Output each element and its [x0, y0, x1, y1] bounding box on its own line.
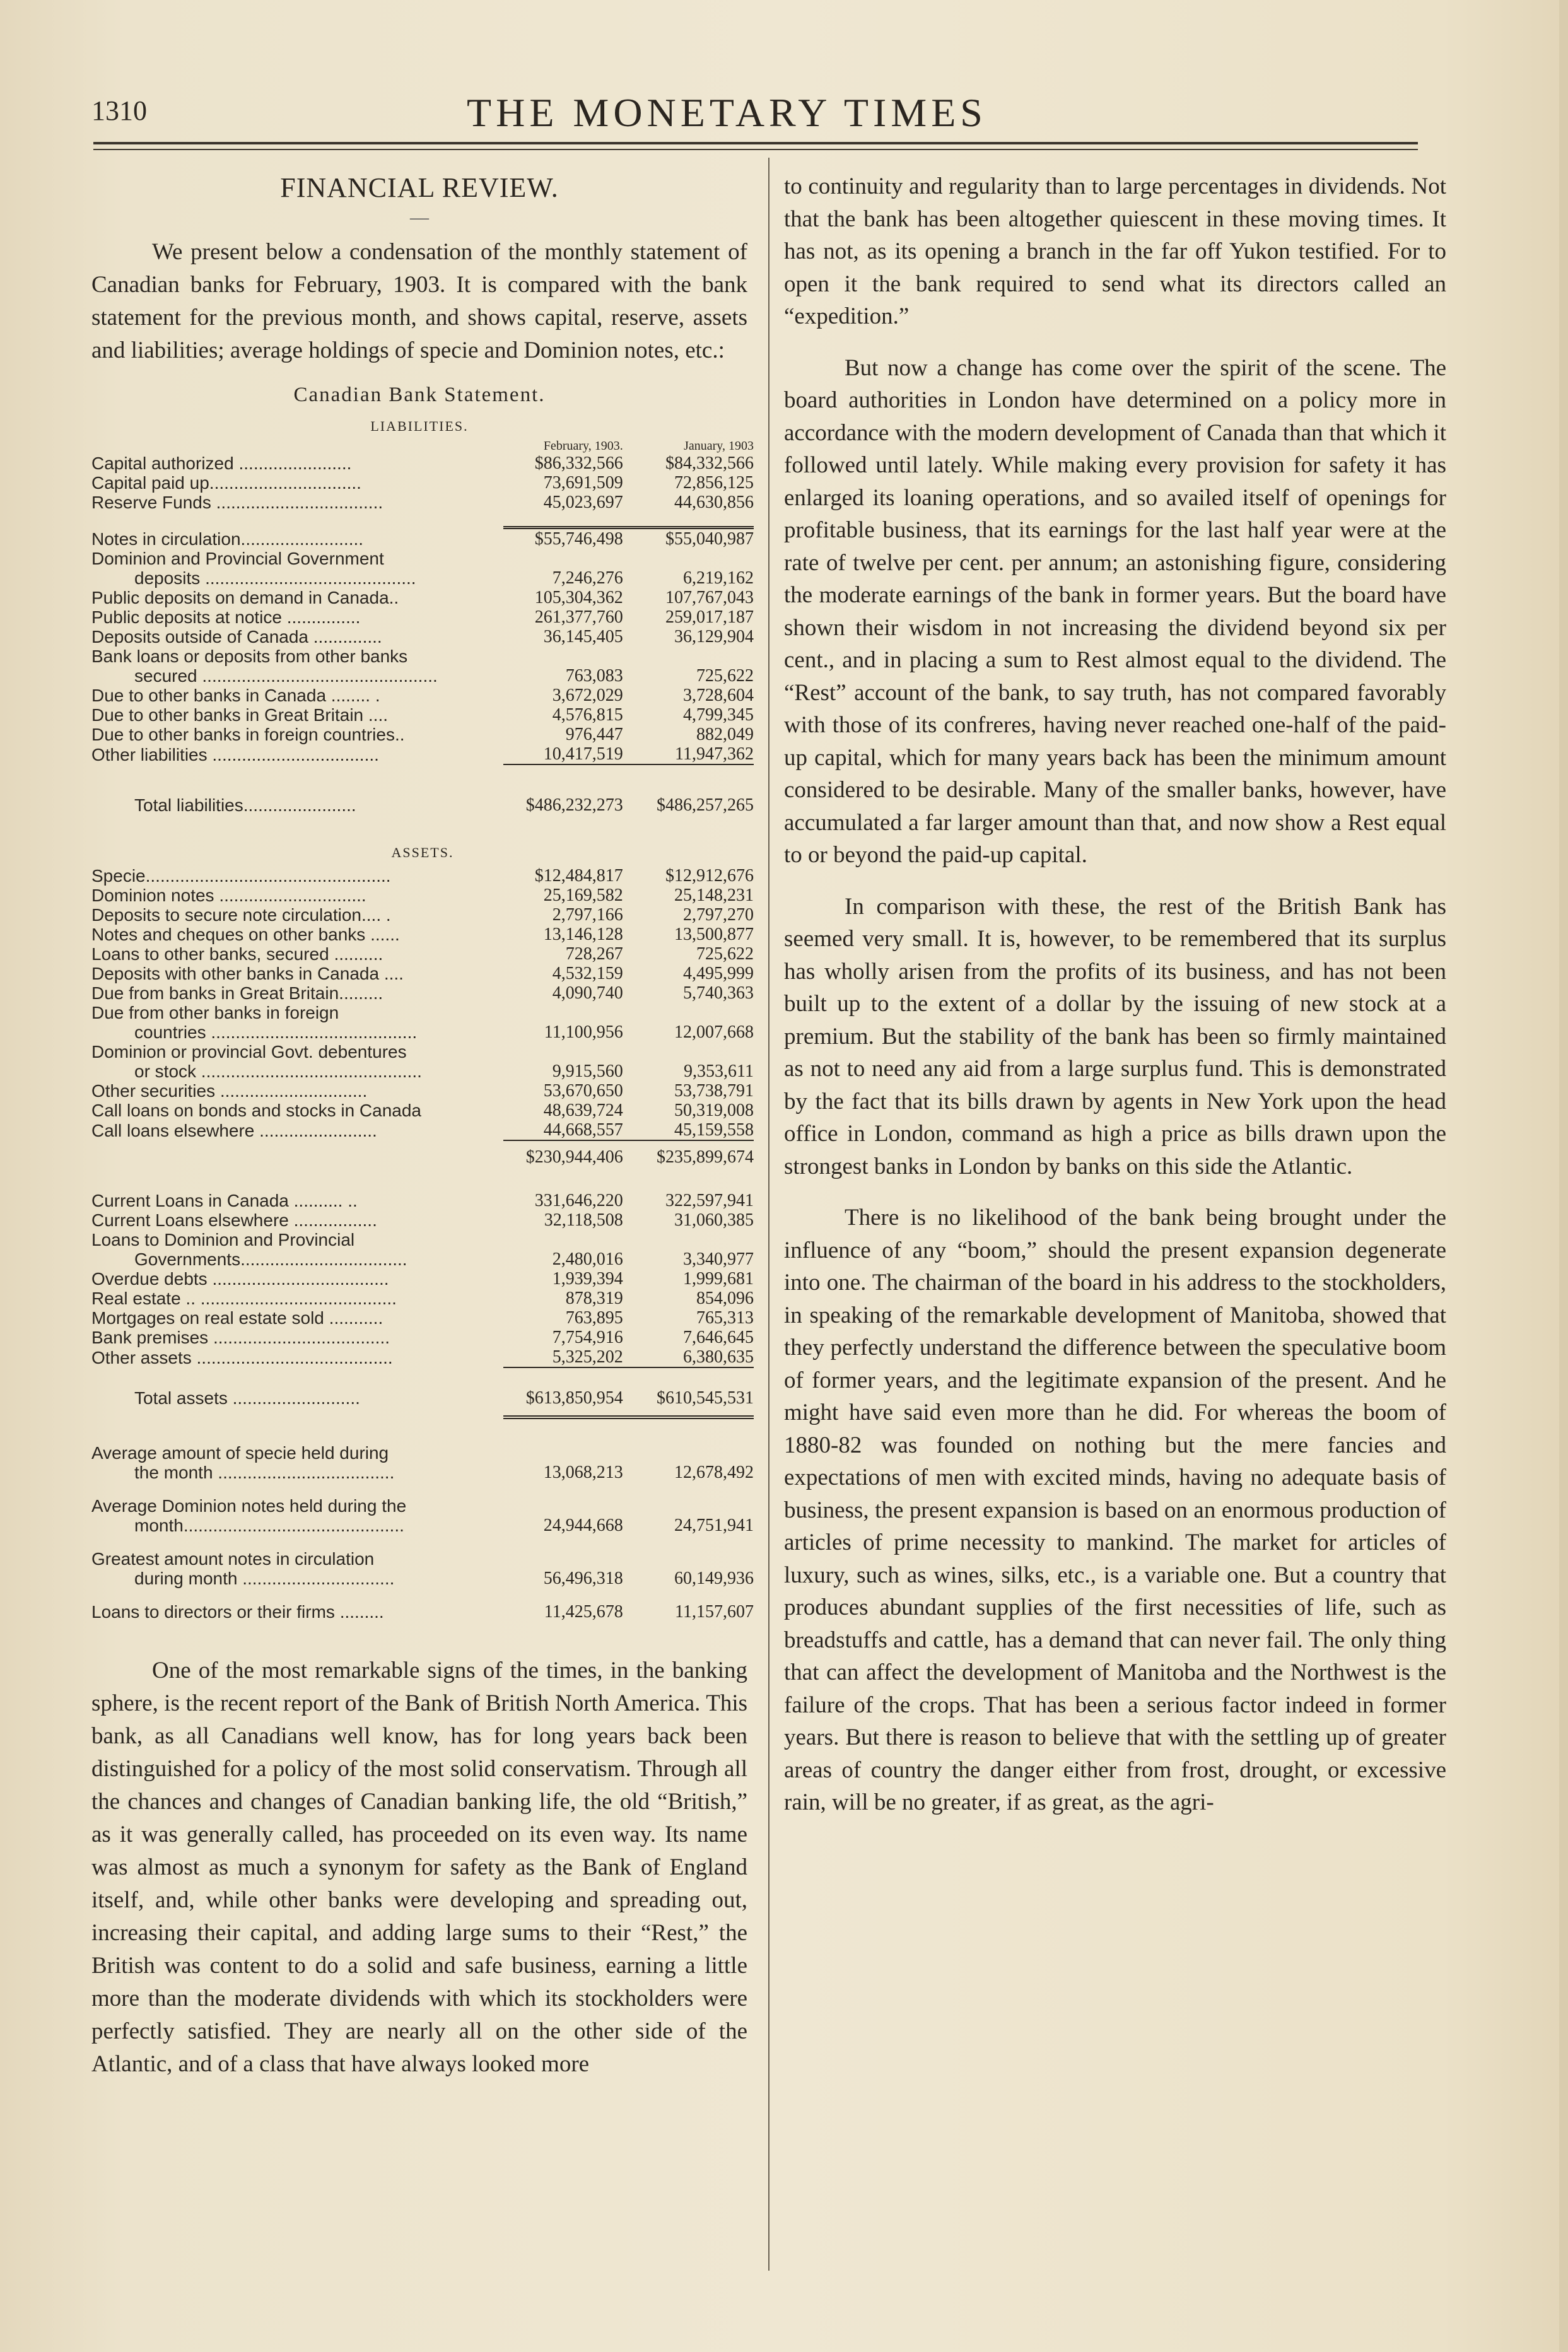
asset-row — [91, 1289, 754, 1308]
asset-row — [91, 1062, 754, 1081]
masthead: THE MONETARY TIMES — [467, 90, 987, 135]
row-label: Due to other banks in Great Britain .... — [91, 705, 389, 725]
row-label: Due from other banks in foreign — [91, 1003, 339, 1022]
value-feb: 13,146,128 — [543, 925, 623, 944]
total-liabilities-row — [91, 795, 754, 815]
row-label: Total assets .......................... — [134, 1388, 360, 1408]
row-label: Loans to other banks, secured .......... — [91, 944, 383, 964]
asset-row — [91, 1249, 754, 1269]
table-spacer — [91, 1140, 754, 1147]
value-feb: 4,532,159 — [552, 964, 623, 983]
table-spacer — [91, 1588, 754, 1602]
value-feb: 24,944,668 — [543, 1516, 623, 1535]
row-label: Dominion and Provincial Government — [91, 549, 384, 568]
value-jan: 4,495,999 — [683, 964, 754, 983]
row-label: deposits ........................................... — [134, 568, 416, 588]
value-jan: 4,799,345 — [683, 705, 754, 725]
header-rule — [93, 142, 1418, 144]
row-label: Notes in circulation......................... — [91, 529, 364, 549]
value-feb: 261,377,760 — [534, 607, 623, 627]
value-feb: 2,480,016 — [552, 1249, 623, 1269]
row-label: Deposits outside of Canada .............. — [91, 627, 382, 647]
value-jan: 107,767,043 — [665, 588, 754, 607]
asset-row — [91, 1347, 754, 1367]
label-line: Loans to directors or their firms ......... — [91, 1602, 384, 1622]
value-jan — [635, 549, 754, 568]
value-jan: $84,332,566 — [665, 453, 754, 473]
section-title: FINANCIAL REVIEW. — [280, 172, 559, 203]
value-jan: 3,340,977 — [683, 1249, 754, 1269]
asset-row — [91, 1191, 754, 1210]
column-headers — [91, 438, 754, 453]
value-jan: 854,096 — [696, 1289, 754, 1308]
average-row — [91, 1496, 754, 1535]
value-feb: 53,670,650 — [543, 1081, 623, 1101]
row-label: Total liabilities....................... — [134, 795, 356, 815]
value-feb: 56,496,318 — [543, 1569, 623, 1588]
article-paragraph: But now a change has come over the spirit of the scene. The board authorities in London have determined on a policy more in accordance with the modern development of Canada than that which it followed until lately. While making every provision for safety it has enlarged its loaning operations, and so availed itself of openings for profitable business, that its earnings for the last half year were at the rate of twelve per cent. per annum; an astonishing figure, considering the moderate earnings of the bank in former years. But the board have shown their wisdom in not increasing the dividend beyond six per cent., and in placing a sum to Rest almost equal to the dividend. The “Rest” account of the bank, to say truth, has not compared favorably with those of its confreres, having never reached one-half of the paid-up capital, which for many years back has been the minimum amount considered to be desirable. Many of the smaller banks, however, have accumulated a far larger amount than that, and now show a Rest equal to or beyond the paid-up capital. — [784, 354, 1446, 868]
value-jan: 882,049 — [696, 725, 754, 744]
asset-row — [91, 964, 754, 983]
article-paragraph: In comparison with these, the rest of the British Bank has seemed very small. It is, however, to be remembered that its surplus has wholly arisen from the profits of its business, and has not been built up to the extent of a dollar by the issuing of new stock at a premium. But the stability of the bank has been so firmly maintained as not to need any aid from a large surplus fund. This is demonstrated by the fact that its bills drawn by agents in New York upon the head office in London, command as high a price as bills drawn upon the strongest banks in London by banks on this side the Atlantic. — [784, 893, 1446, 1179]
value-jan: 5,740,363 — [683, 983, 754, 1003]
page-edge — [1559, 0, 1568, 2352]
row-label: Bank premises .................................... — [91, 1328, 390, 1347]
row-label: Call loans on bonds and stocks in Canada — [91, 1101, 422, 1120]
table-spacer — [91, 1408, 754, 1417]
row-label — [91, 1602, 503, 1622]
value-jan: 13,500,877 — [674, 925, 754, 944]
header-rule-thin — [93, 149, 1418, 150]
value-feb: 763,895 — [565, 1308, 623, 1328]
value-feb: 44,668,557 — [543, 1120, 623, 1140]
value-feb: $613,850,954 — [525, 1388, 623, 1408]
value-jan: 50,319,008 — [674, 1101, 754, 1120]
value-feb: 7,246,276 — [552, 568, 623, 588]
value-jan: 725,622 — [696, 666, 754, 686]
value-jan: 72,856,125 — [674, 473, 754, 493]
value-feb: 32,118,508 — [544, 1210, 623, 1230]
row-label: or stock ............................................. — [134, 1062, 422, 1081]
row-label: Notes and cheques on other banks ...... — [91, 925, 400, 944]
liability-row — [91, 528, 754, 549]
table-spacer — [91, 1622, 754, 1635]
row-label: Capital paid up............................... — [91, 473, 361, 493]
label-line: during month ............................... — [134, 1569, 395, 1588]
right-column — [784, 170, 1446, 1838]
value-feb: 13,068,213 — [543, 1463, 623, 1482]
value-jan — [635, 1230, 754, 1249]
value-jan: 31,060,385 — [674, 1210, 754, 1230]
value-jan: 7,646,645 — [683, 1328, 754, 1347]
value-jan: 259,017,187 — [665, 607, 754, 627]
row-label: Due to other banks in Canada ........ . — [91, 686, 380, 705]
value-jan: 11,947,362 — [675, 744, 754, 764]
value-jan: 36,129,904 — [674, 627, 754, 647]
value-feb: 331,646,220 — [534, 1191, 623, 1210]
value-jan: 6,380,635 — [683, 1347, 754, 1367]
subtotal-feb: $230,944,406 — [525, 1147, 623, 1167]
asset-row — [91, 886, 754, 905]
value-jan: 44,630,856 — [674, 493, 754, 512]
value-jan: 6,219,162 — [683, 568, 754, 588]
liability-row — [91, 453, 754, 473]
row-label: Deposits to secure note circulation.... . — [91, 905, 391, 925]
intro-paragraph: We present below a condensation of the monthly statement of Canadian banks for February, 1903. It is compared with the bank statement for the previous month, and shows capital, reserve, assets and liabilities; average holdings of specie and Dominion notes, etc.: — [91, 239, 747, 363]
left-column — [91, 165, 754, 2081]
value-feb: 73,691,509 — [543, 473, 623, 493]
value-feb: $486,232,273 — [525, 795, 623, 815]
value-jan: 3,728,604 — [683, 686, 754, 705]
asset-row — [91, 1022, 754, 1042]
table-spacer — [91, 815, 754, 839]
asset-row — [91, 1101, 754, 1120]
row-label — [91, 1549, 503, 1588]
value-feb: 25,169,582 — [543, 886, 623, 905]
value-feb — [503, 1230, 634, 1249]
table-spacer — [91, 771, 754, 795]
row-label: Other liabilities .................................. — [91, 745, 379, 764]
value-feb — [503, 1042, 634, 1062]
liability-row — [91, 686, 754, 705]
row-label: Governments.................................. — [134, 1249, 407, 1269]
value-feb: 10,417,519 — [543, 744, 623, 764]
label-line: Greatest amount notes in circulation — [91, 1549, 375, 1569]
asset-row — [91, 1230, 754, 1249]
asset-row — [91, 1269, 754, 1289]
liability-row — [91, 473, 754, 493]
table-spacer — [91, 1535, 754, 1549]
value-jan: 2,797,270 — [683, 905, 754, 925]
table-spacer — [91, 1167, 754, 1191]
value-feb: 3,672,029 — [552, 686, 623, 705]
label-line: month............................................. — [134, 1516, 404, 1535]
value-feb: 7,754,916 — [552, 1328, 623, 1347]
liability-row — [91, 705, 754, 725]
row-label: Due to other banks in foreign countries.. — [91, 725, 405, 744]
row-label: Current Loans in Canada .......... .. — [91, 1191, 358, 1210]
row-label: Bank loans or deposits from other banks — [91, 647, 408, 666]
asset-row — [91, 1003, 754, 1022]
row-label: Other securities .............................. — [91, 1081, 368, 1101]
value-feb — [503, 1003, 634, 1022]
value-jan: $12,912,676 — [665, 866, 754, 886]
article-paragraph: There is no likelihood of the bank being brought under the influence of any “boom,” should the present expansion degenerate into one. The chairman of the board in his address to the stockholders, in speaking of the remarkable development of Manitoba, showed that they perfectly understand the difference between the speculative boom of former years, and the legitimate expansion of the present. And he might have said even more than he did. For whereas the boom of 1880-82 was founded on nothing but the mere fancies and expectations of men with excited minds, having no adequate basis of business, the present expansion is based on an enormous production of articles of prime necessity to mankind. The market for articles of luxury, such as wines, silks, etc., is a variable one. But a country that produces abundant supplies of the first necessities of life, such as breadstuffs and cattle, has a demand that can never fail. The only thing that can affect the development of Manitoba and the Northwest is the failure of the crops. That has been a serious factor indeed in former years. But there is reason to believe that with the settling up of greater areas of country the danger either from frost, drought, or excessive rain, will be no greater, if as great, as the agri- — [784, 1205, 1446, 1815]
value-feb: $55,746,498 — [503, 528, 634, 549]
value-feb: 1,939,394 — [552, 1269, 623, 1289]
row-label: Current Loans elsewhere ................. — [91, 1210, 377, 1230]
asset-row — [91, 1328, 754, 1347]
table-spacer — [91, 764, 754, 771]
value-feb: 9,915,560 — [552, 1062, 623, 1081]
value-feb: 36,145,405 — [543, 627, 623, 647]
assets-heading-text: ASSETS. — [391, 845, 454, 860]
table-spacer — [91, 1374, 754, 1388]
value-jan: 60,149,936 — [674, 1569, 754, 1588]
liability-row — [91, 588, 754, 607]
assets-subtotal-row — [91, 1147, 754, 1167]
asset-row — [91, 905, 754, 925]
asset-row — [91, 1210, 754, 1230]
liabilities-heading: LIABILITIES. — [370, 418, 469, 434]
total-assets-row — [91, 1388, 754, 1408]
liability-row — [91, 568, 754, 588]
label-line: Average Dominion notes held during the — [91, 1496, 407, 1516]
label-line: Average amount of specie held during — [91, 1443, 389, 1463]
row-label: secured ................................................ — [134, 666, 438, 686]
table-title: Canadian Bank Statement. — [293, 383, 546, 406]
row-label: Mortgages on real estate sold ........... — [91, 1308, 383, 1328]
row-label: Call loans elsewhere ........................ — [91, 1121, 377, 1140]
value-feb: $86,332,566 — [534, 453, 623, 473]
row-label: Real estate .. ........................................ — [91, 1289, 397, 1308]
value-jan: $55,040,987 — [635, 528, 754, 549]
liability-row — [91, 744, 754, 764]
liability-row — [91, 627, 754, 647]
bank-statement-table — [91, 438, 754, 1635]
liability-row — [91, 666, 754, 686]
value-jan: 12,007,668 — [674, 1022, 754, 1042]
label-line: the month .................................... — [134, 1463, 395, 1482]
subtotal-jan: $235,899,674 — [657, 1147, 754, 1167]
average-row — [91, 1443, 754, 1482]
value-jan: 24,751,941 — [674, 1516, 754, 1535]
value-jan: 12,678,492 — [674, 1463, 754, 1482]
value-feb: 5,325,202 — [552, 1347, 623, 1367]
value-jan: 53,738,791 — [674, 1081, 754, 1101]
assets-heading — [91, 839, 754, 866]
asset-row — [91, 866, 754, 886]
value-jan: 11,157,607 — [675, 1602, 754, 1622]
liability-row — [91, 493, 754, 512]
table-spacer — [91, 1367, 754, 1374]
page-number: 1310 — [91, 95, 147, 126]
average-row — [91, 1602, 754, 1622]
value-feb — [503, 647, 634, 666]
table-spacer — [91, 1417, 754, 1443]
asset-row — [91, 925, 754, 944]
asset-row — [91, 944, 754, 964]
value-jan: 45,159,558 — [674, 1120, 754, 1140]
value-feb: 878,319 — [565, 1289, 623, 1308]
row-label: Public deposits at notice ............... — [91, 607, 361, 627]
row-label: Loans to Dominion and Provincial — [91, 1230, 355, 1249]
row-label: Other assets ........................................ — [91, 1348, 393, 1367]
value-jan: 725,622 — [696, 944, 754, 964]
column-divider — [768, 158, 769, 2271]
asset-row — [91, 1042, 754, 1062]
value-feb: 48,639,724 — [543, 1101, 623, 1120]
value-jan: 1,999,681 — [683, 1269, 754, 1289]
row-label: Dominion or provincial Govt. debentures — [91, 1042, 407, 1062]
row-label: Due from banks in Great Britain......... — [91, 983, 383, 1003]
liability-row — [91, 647, 754, 666]
liability-row — [91, 549, 754, 568]
row-label: countries .......................................... — [134, 1022, 418, 1042]
section-dash: — — [410, 207, 429, 228]
value-jan: 9,353,611 — [684, 1062, 754, 1081]
value-jan — [635, 1042, 754, 1062]
asset-row — [91, 1308, 754, 1328]
header-jan: January, 1903 — [684, 439, 754, 453]
article-paragraph: One of the most remarkable signs of the times, in the banking sphere, is the recent report of the Bank of British North America. This bank, as all Canadians well know, has for long years back been distinguished for a policy of the most solid conservatism. Through all the chances and changes of Canadian banking life, the old “British,” as it was generally called, has proceeded on its even way. Its name was almost as much a synonym for safety as the Bank of England itself, and, while other banks were developing and spreading out, increasing their capital, and adding large sums to their “Rest,” the British was content to do a solid and safe business, earning a little more than the moderate dividends with which its stockholders were perfectly satisfied. They are nearly all on the other side of the Atlantic, and of a class that have always looked more — [91, 1658, 747, 2077]
value-jan: 765,313 — [696, 1308, 754, 1328]
article-paragraph: to continuity and regularity than to large percentages in dividends. Not that the bank has been altogether quiescent in these moving times. It has not, as its opening a branch in the far off Yukon testified. For to open it the bank required to send what its directors called an “expedition.” — [784, 173, 1446, 329]
row-label — [91, 1443, 503, 1482]
liability-row — [91, 607, 754, 627]
row-label: Overdue debts .................................... — [91, 1269, 389, 1289]
value-feb: 11,425,678 — [544, 1602, 623, 1622]
asset-row — [91, 1081, 754, 1101]
value-jan: 25,148,231 — [674, 886, 754, 905]
value-feb: 45,023,697 — [543, 493, 623, 512]
table-spacer — [91, 512, 754, 528]
value-feb: 2,797,166 — [552, 905, 623, 925]
header-feb: February, 1903. — [543, 439, 623, 453]
value-feb: 4,090,740 — [552, 983, 623, 1003]
value-jan: $610,545,531 — [657, 1388, 754, 1408]
row-label: Specie.................................................. — [91, 866, 391, 886]
value-feb: 105,304,362 — [534, 588, 623, 607]
value-jan — [635, 647, 754, 666]
value-jan: $486,257,265 — [657, 795, 754, 815]
liability-row — [91, 725, 754, 744]
row-label — [91, 1496, 503, 1535]
asset-row — [91, 1120, 754, 1140]
value-feb: 11,100,956 — [544, 1022, 623, 1042]
value-feb: 763,083 — [565, 666, 623, 686]
value-feb: 728,267 — [565, 944, 623, 964]
table-spacer — [91, 1482, 754, 1496]
value-feb: $12,484,817 — [534, 866, 623, 886]
row-label: Deposits with other banks in Canada .... — [91, 964, 404, 983]
row-label: Dominion notes .............................. — [91, 886, 366, 905]
average-row — [91, 1549, 754, 1588]
value-jan — [635, 1003, 754, 1022]
value-feb — [503, 549, 634, 568]
value-feb: 976,447 — [565, 725, 623, 744]
row-label: Capital authorized ....................... — [91, 453, 352, 473]
value-feb: 4,576,815 — [552, 705, 623, 725]
row-label: Reserve Funds .................................. — [91, 493, 383, 512]
row-label: Public deposits on demand in Canada.. — [91, 588, 399, 607]
value-jan: 322,597,941 — [665, 1191, 754, 1210]
asset-row — [91, 983, 754, 1003]
